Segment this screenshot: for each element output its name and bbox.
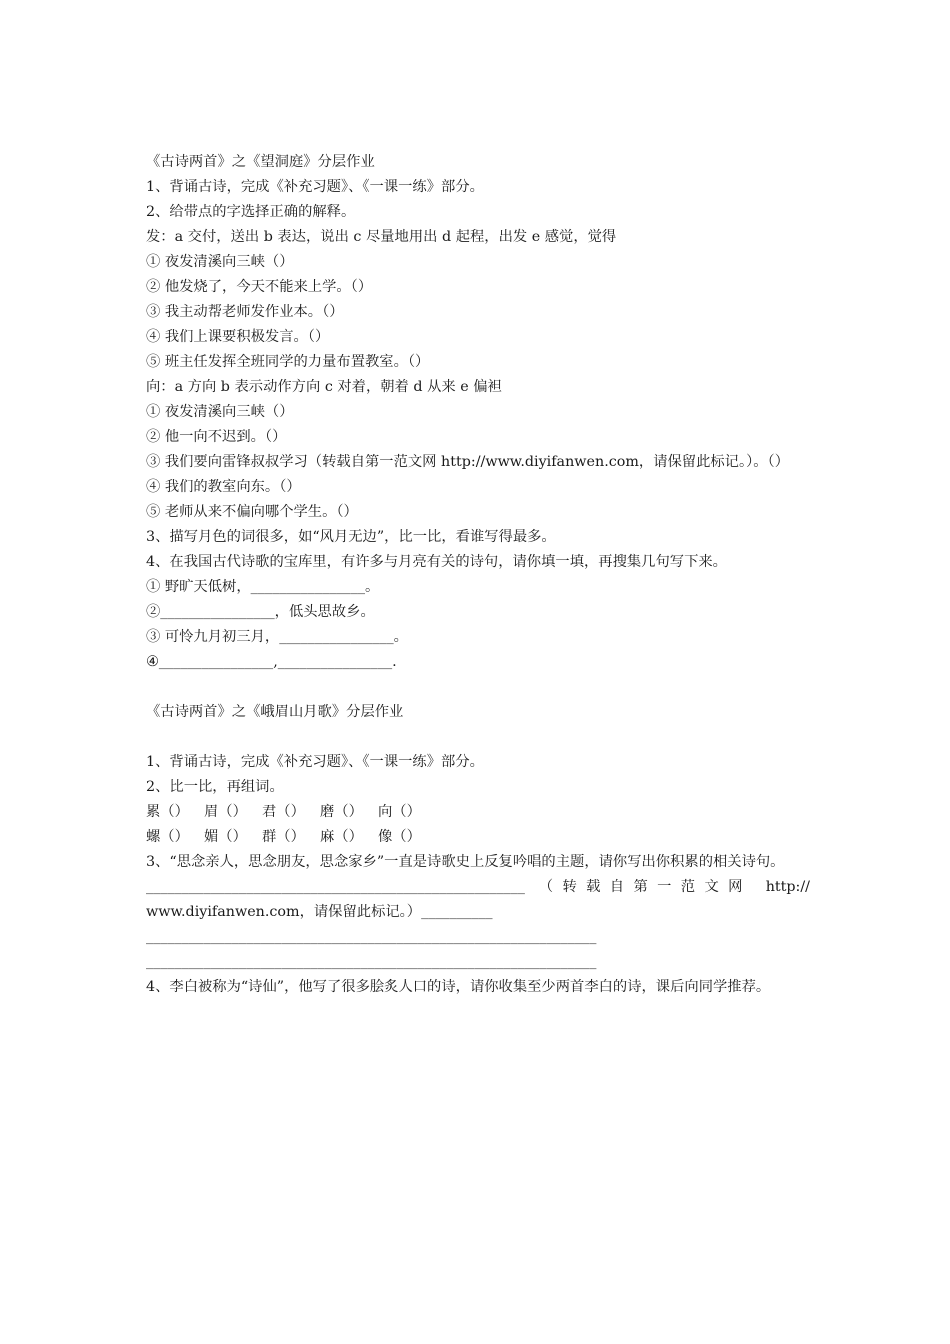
spacer — [146, 725, 810, 750]
xiang-item: ② 他一向不迟到。（） — [146, 429, 287, 445]
compare-cell: 群（） — [262, 829, 305, 845]
spacer — [146, 675, 810, 700]
fa-item: ④ 我们上课要积极发言。（） — [146, 329, 330, 345]
s1-question-3: 3、描写月色的词很多，如“风月无边”，比一比，看谁写得最多。 — [146, 529, 556, 545]
section-2-title: 《古诗两首》之《峨眉山月歌》分层作业 — [146, 704, 404, 720]
compare-cell: 累（） — [146, 804, 189, 820]
poem-fill-item: ③ 可怜九月初三月，________________。 — [146, 629, 408, 645]
compare-cell: 向（） — [378, 804, 421, 820]
xiang-item: ⑤ 老师从来不偏向哪个学生。（） — [146, 504, 358, 520]
s1-question-4: 4、在我国古代诗歌的宝库里，有许多与月亮有关的诗句，请你填一填，再搜集几句写下来。 — [146, 554, 727, 570]
fa-item: ③ 我主动帮老师发作业本。（） — [146, 304, 344, 320]
fa-item: ① 夜发清溪向三峡（） — [146, 254, 294, 270]
compare-cell: 螺（） — [146, 829, 189, 845]
xiang-item: ① 夜发清溪向三峡（） — [146, 404, 294, 420]
s1-question-1: 1、背诵古诗，完成《补充习题》、《一课一练》部分。 — [146, 179, 484, 195]
document-body — [146, 150, 810, 1000]
compare-cell: 眉（） — [204, 804, 247, 820]
answer-line: www.diyifanwen.com，请保留此标记。）__________ — [146, 904, 493, 920]
s2-question-1: 1、背诵古诗，完成《补充习题》、《一课一练》部分。 — [146, 754, 484, 770]
poem-fill-item: ②________________，低头思故乡。 — [146, 604, 375, 620]
fa-item: ⑤ 班主任发挥全班同学的力量布置教室。（） — [146, 354, 430, 370]
poem-fill-item: ① 野旷天低树，________________。 — [146, 579, 380, 595]
answer-line: _____________________________________________________ （转载自第一范文网 http:// — [146, 879, 810, 895]
compare-cell: 磨（） — [320, 804, 363, 820]
compare-row — [146, 825, 810, 850]
answer-line: _______________________________________________________________ — [146, 954, 597, 970]
compare-cell: 媚（） — [204, 829, 247, 845]
xiang-item: ③ 我们要向雷锋叔叔学习（转载自第一范文网 http://www.diyifanwen.com，请保留此标记。）。（） — [146, 454, 790, 470]
compare-cell: 麻（） — [320, 829, 363, 845]
s2-question-3: 3、“思念亲人，思念朋友，思念家乡”一直是诗歌史上反复吟唱的主题，请你写出你积累的相关诗句。 — [146, 854, 785, 870]
s2-question-4: 4、李白被称为“诗仙”，他写了很多脍炙人口的诗，请你收集至少两首李白的诗，课后向同学推荐。 — [146, 979, 771, 995]
fa-definitions: 发：a 交付，送出 b 表达，说出 c 尽量地用出 d 起程，出发 e 感觉，觉得 — [146, 229, 617, 245]
fa-item: ② 他发烧了，今天不能来上学。（） — [146, 279, 373, 295]
s1-question-2: 2、给带点的字选择正确的解释。 — [146, 204, 356, 220]
xiang-item: ④ 我们的教室向东。（） — [146, 479, 301, 495]
compare-row — [146, 800, 810, 825]
section-1-title: 《古诗两首》之《望洞庭》分层作业 — [146, 154, 375, 170]
s2-question-2: 2、比一比，再组词。 — [146, 779, 284, 795]
compare-cell: 像（） — [378, 829, 421, 845]
compare-cell: 君（） — [262, 804, 305, 820]
xiang-definitions: 向：a 方向 b 表示动作方向 c 对着，朝着 d 从来 e 偏袒 — [146, 379, 502, 395]
answer-line: _______________________________________________________________ — [146, 929, 597, 945]
poem-fill-item: ④________________,________________. — [146, 654, 397, 670]
